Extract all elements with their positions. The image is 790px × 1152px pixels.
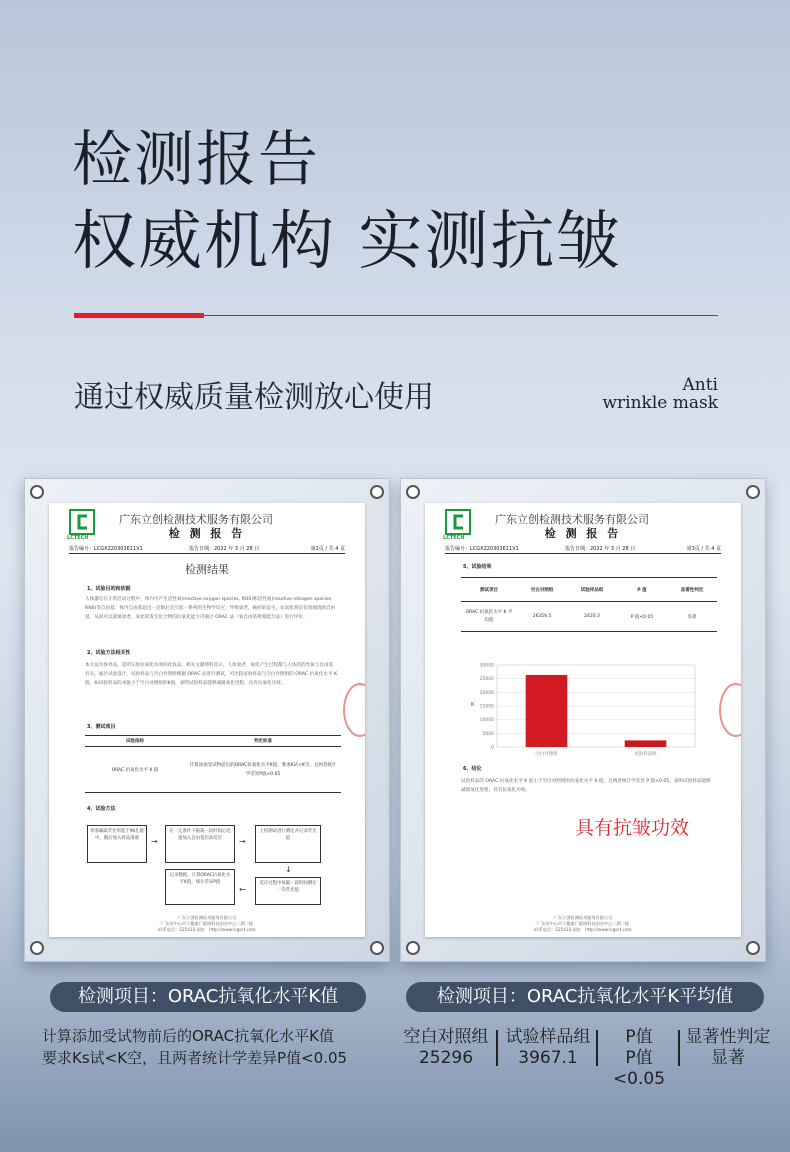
report-title: 检 测 报 告 [168, 527, 246, 540]
y-tick-label: 30000 [479, 663, 494, 669]
divider [69, 553, 345, 554]
bar [526, 675, 568, 747]
report-date: 报告日期：2022 年 3 月 28 日 [189, 546, 260, 552]
tagline-line1: Anti [682, 375, 718, 395]
flow-step: 在一定条件下振荡一段时间后迅速加入自由基启动反应 [165, 825, 235, 863]
section-title: 6、结论 [463, 766, 482, 772]
column-divider [678, 1030, 680, 1066]
page-title-line1: 检测报告 [72, 125, 320, 195]
seal-stamp [719, 683, 741, 737]
screw-icon [370, 941, 384, 955]
result-column-sample [500, 1027, 596, 1069]
column-head: 显著性判定 [685, 1027, 771, 1047]
accent-divider [74, 313, 204, 318]
page-number: 第2页 / 共 4 页 [310, 546, 345, 552]
flow-step: 反应过程中每隔一段时间测定一次荧光值 [255, 877, 321, 905]
divider [445, 553, 721, 554]
section-text: 本方法为体外法，适用实验抗氧化功效的化妆品，相关文献资料显示，人体衰老、氧化产生过程都与人体的活性氧与自由基有关，通过试验设计，试验样品与空白对照组根据 ORAC 法进行测试，可比较试验样品与空白对照组的 ORAC 抗氧化水平 K值，如试验样品的 K值小于空白对照组的K值，表明试验样品能够减缓氧化进程，具有抗氧化功效。 [85, 663, 338, 686]
arrow-right-icon: → [151, 837, 158, 846]
tagline-line2: wrinkle mask [602, 393, 718, 413]
screw-icon [406, 485, 420, 499]
y-tick-label: 20000 [479, 690, 494, 696]
logo-text: LCTECH [443, 535, 465, 541]
table-cell: P 值<0.05 [630, 614, 654, 620]
screw-icon [406, 941, 420, 955]
arrow-right-icon: → [239, 837, 246, 846]
table-cell: ORAC 抗氧化水平 K 平均值 [465, 609, 513, 623]
flow-step: 上机测试进行测定并记录荧光值 [255, 825, 321, 863]
test-item-pill-left: 检测项目：ORAC抗氧化水平K值 [50, 982, 366, 1012]
arrow-down-icon: ↓ [285, 865, 292, 874]
section-title: 4、试验方法 [87, 806, 116, 812]
report-number: 报告编号：LCGX220303611V1 [69, 546, 143, 552]
page-title-line2: 权威机构 实测抗皱 [72, 205, 623, 279]
table-cell: 显著 [687, 614, 697, 620]
section-title: 2、试验方法相关性 [87, 650, 131, 656]
company-name: 广东立创检测技术服务有限公司 [495, 513, 649, 526]
result-column-p [600, 1027, 678, 1090]
footer-line: 联系电话：525415 网址：http://www.lcgert.com [158, 927, 256, 932]
table-header: 空白对照组 [530, 587, 554, 593]
screw-icon [30, 941, 44, 955]
column-divider [496, 1030, 498, 1066]
column-value: 显著 [711, 1048, 745, 1068]
report-number: 报告编号：LCGX220303611V1 [445, 546, 519, 552]
result-table [461, 577, 717, 632]
bar-chart [463, 659, 703, 759]
english-tagline [602, 376, 718, 412]
column-head: 空白对照组 [403, 1027, 489, 1047]
footer [49, 915, 365, 933]
company-name: 广东立创检测技术服务有限公司 [119, 513, 273, 526]
y-tick-label: 0 [491, 745, 494, 751]
table-cell: ORAC 抗氧化水平 K 值 [111, 767, 159, 773]
section-text: 人体器官在正常活动过程中，体内可产生活性氧(reactive oxygen species, ROS)和活性氮(reactive nitrogen species, RNS)等自由基，体内自由基超出一定限后会引起一系列的生物学反应，导致衰老、癌症的发生。抗氧化剂是有效地清除自由基，从而可以延缓衰老。氧化的发生化合物的抗氧化能力可通过 ORAC 法（氧自由基吸收能力法）进行评价。 [85, 597, 336, 620]
table-header: 测试项目 [480, 587, 498, 593]
table-cell: 2420.3 [584, 614, 600, 619]
footer-line: 广东省中山市小榄镇广源路科技创业中心二期二楼 [536, 921, 630, 926]
screw-icon [370, 485, 384, 499]
y-tick-label: 10000 [479, 718, 494, 724]
y-tick-label: 5000 [482, 731, 494, 737]
table-header: 试验样品组 [580, 587, 604, 593]
column-value: P值<0.05 [612, 1048, 666, 1089]
bar [625, 740, 667, 747]
footer-line: 广东省中山市小榄镇广源路科技创业中心二期二楼 [160, 921, 254, 926]
criteria-description [42, 1025, 347, 1069]
table-header: 判定标准 [254, 739, 272, 744]
section-title: 1、试验目的和依据 [87, 586, 131, 592]
table-header: 试验指标 [126, 739, 144, 744]
arrow-left-icon: ← [239, 885, 246, 894]
criteria-line: 计算添加受试物前后的ORAC抗氧化水平K值 [42, 1027, 334, 1045]
flow-step: 将准确取荧光剂基于96孔板中，随后加入样品溶液 [87, 825, 147, 863]
table-header: P 值 [637, 587, 647, 593]
x-tick-label: 试验样品组 [634, 752, 657, 757]
footer-line: 联系电话：525415 网址：http://www.lcgert.com [534, 927, 632, 932]
seal-stamp [343, 683, 365, 737]
screw-icon [746, 941, 760, 955]
screw-icon [30, 485, 44, 499]
column-divider [596, 1030, 598, 1066]
table-header: 显著性判定 [680, 587, 704, 593]
report-page-left [49, 503, 365, 937]
y-tick-label: 25000 [479, 677, 494, 683]
criteria-line: 要求Ks试<K空，且两者统计学差异P值<0.05 [42, 1049, 348, 1067]
report-page-right [425, 503, 741, 937]
divider-line [204, 315, 718, 316]
report-date: 报告日期：2022 年 3 月 28 日 [565, 546, 636, 552]
report-frame-right [400, 478, 766, 962]
section-title: 3、测试项目 [87, 724, 116, 730]
logo-text: LCTECH [67, 535, 89, 541]
column-value: 3967.1 [518, 1048, 578, 1068]
y-axis-label: K [471, 702, 475, 708]
column-head: 试验样品组 [505, 1027, 591, 1047]
column-value: 25296 [418, 1048, 474, 1068]
report-frame-left [24, 478, 390, 962]
result-column-significance [682, 1027, 774, 1069]
footer-line: 广东立创检测技术服务有限公司 [553, 915, 613, 920]
flow-step: 记录数据，计算ORAC抗氧化水平K值，统计差异P值 [165, 869, 235, 905]
result-column-blank [398, 1027, 494, 1069]
section-title: 5、试验结果 [463, 564, 492, 570]
column-head: P值 [625, 1027, 653, 1047]
report-title: 检 测 报 告 [544, 527, 622, 540]
test-item-pill-right: 检测项目：ORAC抗氧化水平K平均值 [406, 982, 764, 1012]
y-tick-label: 15000 [479, 704, 494, 710]
table-cell: 26359.5 [532, 614, 552, 619]
conclusion-text: 试验样品的 ORAC 抗氧化水平 K 值小于空白对照组的抗氧化水平 K 值，且两者统计学差异 P 值<0.05，表明试验样品能够减缓氧化进程，具有抗氧化功效。 [461, 779, 711, 793]
x-tick-label: 空白对照组 [535, 752, 558, 757]
section-heading: 检测结果 [185, 563, 229, 576]
screw-icon [746, 485, 760, 499]
highlight-note: 具有抗皱功效 [575, 817, 690, 839]
page-subtitle: 通过权威质量检测放心使用 [74, 380, 434, 415]
footer [425, 915, 741, 933]
table-cell: 计算添加受试物前后的ORAC抗氧化水平K值，要求K试<K空，且两者统计学差异P值<0.05 [189, 762, 337, 777]
test-item-table [85, 735, 341, 793]
page-number: 第3页 / 共 4 页 [686, 546, 721, 552]
footer-line: 广东立创检测技术服务有限公司 [177, 915, 237, 920]
